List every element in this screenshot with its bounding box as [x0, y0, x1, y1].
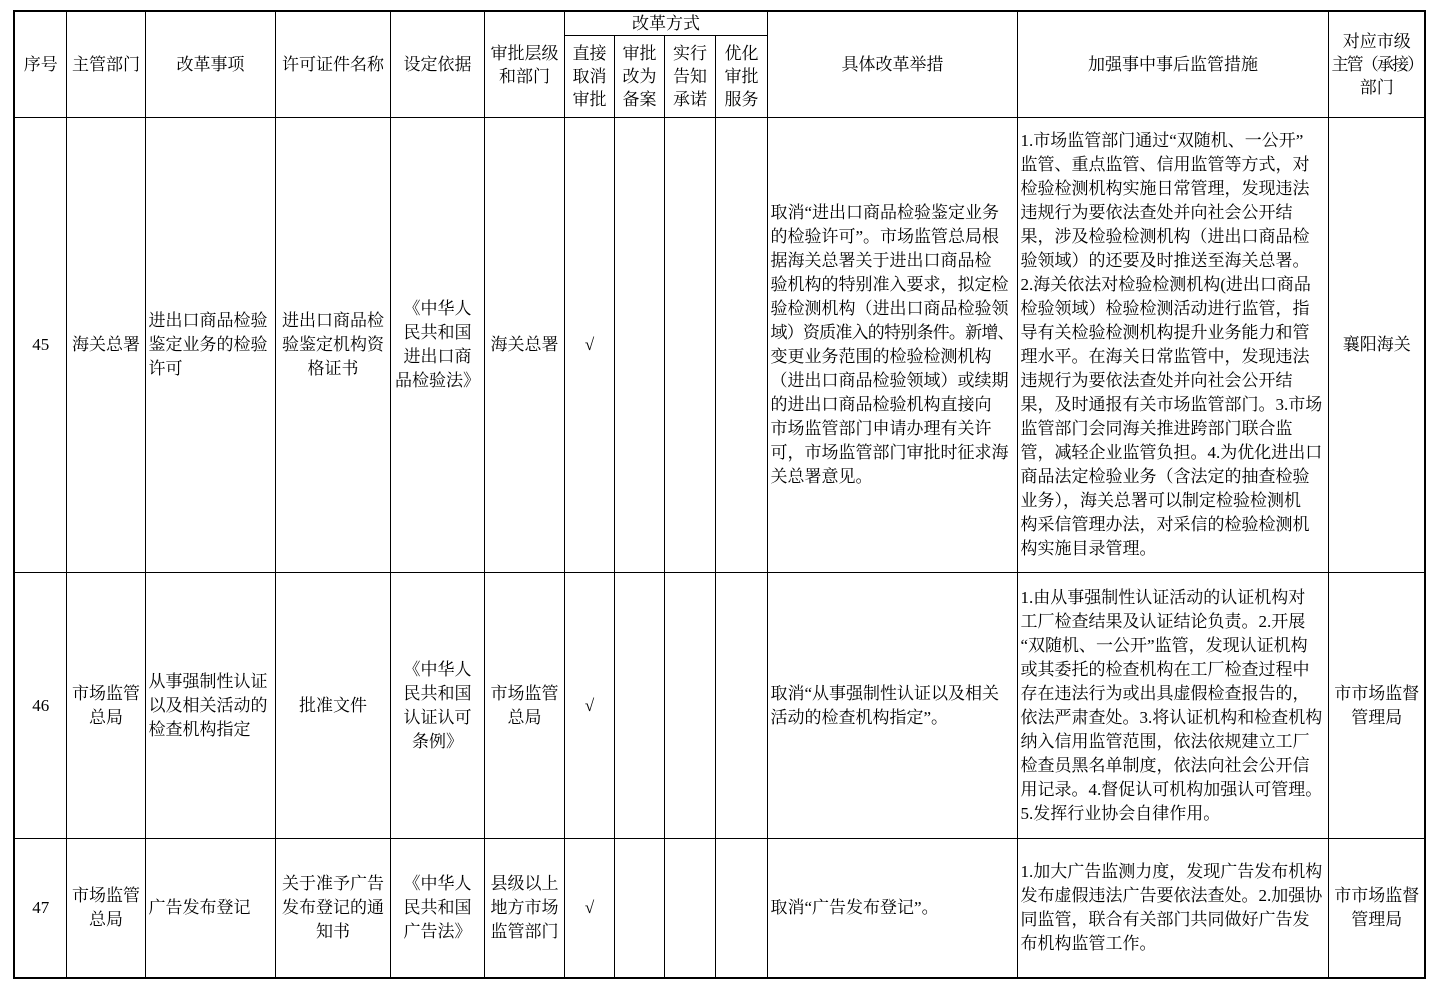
cell-text-line: 《中华人	[403, 873, 472, 893]
cell-text-line: “双随机、一公开”监管，发现认证机构	[1020, 635, 1308, 655]
cell-text-line: 广告法》	[403, 921, 472, 941]
cell-mode-cancel	[564, 839, 614, 978]
cell-text-line: 据海关总署关于进出口商品检	[770, 251, 992, 270]
cell-text-line: 关于准予广告	[282, 873, 384, 893]
cell-text-line: 取消“进出口商品检验鉴定业务	[770, 203, 1000, 222]
cell-text-line: 市场监管部门申请办理有关许	[770, 419, 992, 438]
cell-mode-commitment	[664, 118, 715, 573]
table-row	[14, 839, 1425, 978]
header-label: 直接	[572, 44, 607, 63]
cell-approval-level	[484, 118, 564, 573]
check-mark: √	[584, 335, 595, 354]
header-label: 备案	[622, 90, 657, 109]
header-label: 和部门	[499, 66, 550, 86]
cell-text-line: 构采信管理办法，对采信的检验检测机	[1020, 515, 1310, 534]
cell-text-line: 总局	[507, 707, 542, 727]
cell-text-line: 市市场监督	[1334, 683, 1420, 703]
header-mode-optimize	[715, 36, 767, 118]
header-legal-basis	[390, 11, 484, 118]
cell-text-line: 《中华人	[403, 299, 472, 318]
cell-city-department	[1328, 573, 1425, 839]
cell-text-line: 用记录。4.督促认可机构加强认可管理。	[1020, 779, 1323, 799]
cell-text-line: 发布登记的通	[282, 897, 384, 917]
header-label: 设定依据	[403, 55, 472, 74]
cell-text-line: 以及相关活动的	[148, 695, 268, 715]
cell-text-line: 检查机构指定	[148, 719, 251, 739]
cell-department	[66, 573, 145, 839]
header-label: 序号	[23, 55, 58, 74]
cell-text-line: 从事强制性认证	[148, 671, 268, 691]
table-row	[14, 118, 1425, 573]
header-label: 承诺	[673, 90, 707, 109]
cell-city-department	[1328, 839, 1425, 978]
cell-mode-cancel	[564, 573, 614, 839]
cell-approval-level	[484, 839, 564, 978]
cell-text-line: 变更业务范围的检验检测机构	[770, 347, 992, 366]
cell-legal-basis	[390, 839, 484, 978]
cell-text-line: 县级以上	[490, 873, 559, 893]
cell-text-line: 工厂检查结果及认证结论负责。2.开展	[1020, 611, 1306, 631]
header-mode-cancel	[564, 36, 614, 118]
cell-supervision-measures	[1017, 839, 1328, 978]
cell-text-line: 检验检测机构实施日常管理，发现违法	[1020, 179, 1310, 198]
cell-mode-filing	[614, 573, 664, 839]
cell-text-line: 市场监管	[72, 885, 140, 905]
cell-text-line: 果，涉及检验检测机构（进出口商品检	[1020, 227, 1310, 246]
cell-text-line: 认证认可	[403, 707, 472, 727]
cell-text-line: 果，及时通报有关市场监管部门。3.市场	[1020, 395, 1323, 414]
header-label: 主管（承接）	[1331, 55, 1423, 74]
cell-reform-item	[145, 118, 275, 573]
cell-text-line: 2.海关依法对检验检测机构(进出口商品	[1020, 275, 1311, 294]
cell-text-line: 民共和国	[403, 323, 472, 342]
cell-text-line: 取消“广告发布登记”。	[770, 897, 939, 917]
cell-text-line: 进出口商	[403, 347, 472, 366]
header-label: 实行	[673, 44, 707, 63]
cell-text-line: 知书	[316, 921, 350, 941]
cell-text-line: 海关总署	[490, 335, 559, 354]
cell-seq	[14, 573, 66, 839]
cell-text-line: 47	[32, 897, 50, 917]
cell-text-line: 许可	[148, 359, 183, 378]
cell-department	[66, 839, 145, 978]
cell-license-name	[275, 839, 390, 978]
header-reform-measures	[767, 11, 1017, 118]
header-label: 审批层级	[490, 43, 559, 63]
header-label: 改革方式	[632, 14, 700, 33]
cell-text-line: 导有关检验检测机构提升业务能力和管	[1020, 323, 1310, 342]
header-label: 改为	[622, 67, 657, 86]
header-label: 部门	[1359, 78, 1394, 97]
cell-text-line: 5.发挥行业协会自律作用。	[1020, 803, 1221, 823]
cell-text-line: 鉴定业务的检验	[148, 335, 268, 354]
header-label: 许可证件名称	[282, 55, 384, 74]
cell-text-line: 总局	[89, 707, 123, 727]
cell-seq	[14, 118, 66, 573]
cell-text-line: 或其委托的检查机构在工厂检查过程中	[1020, 659, 1310, 679]
table-header	[14, 11, 1425, 118]
cell-text-line: 广告发布登记	[148, 897, 251, 917]
cell-text-line: 进出口商品检验	[148, 311, 268, 330]
cell-text-line: 市场监管	[490, 683, 559, 703]
cell-text-line: 45	[32, 335, 50, 354]
cell-text-line: 活动的检查机构指定”。	[770, 707, 949, 727]
cell-text-line: 《中华人	[403, 659, 472, 679]
cell-approval-level	[484, 573, 564, 839]
cell-text-line: 域）资质准入的特别条件。新增、	[770, 323, 1014, 342]
check-mark: √	[584, 897, 595, 917]
cell-text-line: 民共和国	[403, 683, 472, 703]
cell-reform-measures	[767, 839, 1017, 978]
cell-text-line: 批准文件	[299, 695, 367, 715]
cell-text-line: 46	[32, 695, 50, 715]
header-label: 主管部门	[72, 55, 140, 74]
cell-text-line: 进出口商品检	[282, 311, 384, 330]
cell-text-line: 发布虚假违法广告要依法查处。2.加强协	[1020, 885, 1323, 905]
cell-text-line: 管理局	[1351, 707, 1403, 727]
cell-text-line: 海关总署	[72, 335, 140, 354]
cell-text-line: 违规行为要依法查处并向社会公开结	[1020, 371, 1293, 390]
cell-text-line: 依法严肃查处。3.将认证机构和检查机构	[1020, 707, 1323, 727]
header-label: 加强事中事后监管措施	[1088, 55, 1258, 74]
header-label: 服务	[724, 90, 759, 109]
header-label: 审批	[724, 67, 759, 86]
cell-license-name	[275, 573, 390, 839]
cell-text-line: 验检测机构（进出口商品检验领	[770, 299, 1009, 318]
cell-text-line: 监管部门	[490, 921, 559, 941]
header-label: 告知	[673, 67, 707, 86]
cell-text-line: 取消“从事强制性认证以及相关	[770, 683, 1000, 703]
header-reform-mode-group	[564, 11, 767, 36]
cell-text-line: 1.加大广告监测力度，发现广告发布机构	[1020, 861, 1323, 881]
cell-text-line: （进出口商品检验领域）或续期	[770, 371, 1009, 390]
header-supervision-measures	[1017, 11, 1328, 118]
header-label: 取消	[572, 67, 607, 86]
cell-text-line: 违规行为要依法查处并向社会公开结	[1020, 203, 1293, 222]
cell-text-line: 监管、重点监管、信用监管等方式，对	[1020, 155, 1310, 174]
cell-reform-item	[145, 839, 275, 978]
header-city-department	[1328, 11, 1425, 118]
cell-text-line: 总局	[89, 909, 123, 929]
header-seq	[14, 11, 66, 118]
cell-text-line: 监管部门会同海关推进跨部门联合监	[1020, 419, 1293, 438]
header-reform-item	[145, 11, 275, 118]
header-label: 审批	[572, 90, 607, 109]
header-label: 审批	[622, 44, 657, 63]
cell-text-line: 关总署意见。	[770, 467, 873, 486]
cell-mode-cancel	[564, 118, 614, 573]
cell-seq	[14, 839, 66, 978]
cell-reform-measures	[767, 118, 1017, 573]
cell-text-line: 验鉴定机构资	[282, 335, 384, 354]
cell-text-line: 纳入信用监管范围，依法依规建立工厂	[1020, 731, 1310, 751]
cell-mode-optimize	[715, 839, 767, 978]
cell-text-line: 地方市场	[490, 897, 559, 917]
cell-supervision-measures	[1017, 118, 1328, 573]
cell-legal-basis	[390, 573, 484, 839]
cell-mode-commitment	[664, 839, 715, 978]
header-mode-filing	[614, 36, 664, 118]
cell-text-line: 的进出口商品检验机构直接向	[770, 395, 992, 414]
cell-text-line: 布机构监管工作。	[1020, 933, 1157, 953]
header-mode-commitment	[664, 36, 715, 118]
header-license-name	[275, 11, 390, 118]
cell-text-line: 市市场监督	[1334, 885, 1420, 905]
reform-table	[13, 10, 1426, 979]
cell-text-line: 检查员黑名单制度，依法向社会公开信	[1020, 755, 1310, 775]
cell-supervision-measures	[1017, 573, 1328, 839]
cell-department	[66, 118, 145, 573]
cell-mode-commitment	[664, 573, 715, 839]
cell-text-line: 格证书	[307, 359, 359, 378]
cell-text-line: 管理局	[1351, 909, 1403, 929]
cell-text-line: 的检验许可”。市场监管总局根	[770, 227, 1000, 246]
header-department	[66, 11, 145, 118]
cell-text-line: 襄阳海关	[1342, 335, 1411, 354]
cell-mode-filing	[614, 839, 664, 978]
cell-text-line: 商品法定检验业务（含法定的抽查检验	[1020, 467, 1310, 486]
cell-text-line: 市场监管	[72, 683, 140, 703]
cell-text-line: 业务），海关总署可以制定检验检测机	[1020, 491, 1301, 510]
cell-license-name	[275, 118, 390, 573]
cell-city-department	[1328, 118, 1425, 573]
cell-text-line: 条例》	[412, 731, 463, 751]
cell-text-line: 检验领域）检验检测活动进行监管，指	[1020, 299, 1310, 318]
header-label: 改革事项	[176, 55, 245, 74]
cell-text-line: 1.由从事强制性认证活动的认证机构对	[1020, 587, 1306, 607]
cell-text-line: 同监管，联合有关部门共同做好广告发	[1020, 909, 1310, 929]
cell-text-line: 品检验法》	[395, 371, 480, 390]
header-label: 具体改革举措	[841, 55, 944, 74]
cell-mode-optimize	[715, 118, 767, 573]
cell-text-line: 管，减轻企业监管负担。4.为优化进出口	[1020, 443, 1323, 462]
header-label: 优化	[724, 44, 759, 63]
table-row	[14, 573, 1425, 839]
cell-text-line: 验机构的特别准入要求，拟定检	[770, 275, 1009, 294]
cell-mode-filing	[614, 118, 664, 573]
cell-text-line: 可，市场监管部门审批时征求海	[770, 443, 1009, 462]
cell-legal-basis	[390, 118, 484, 573]
cell-reform-item	[145, 573, 275, 839]
cell-text-line: 民共和国	[403, 897, 472, 917]
cell-mode-optimize	[715, 573, 767, 839]
cell-text-line: 验领域）的还要及时推送至海关总署。	[1020, 251, 1310, 270]
cell-text-line: 存在违法行为或出具虚假检查报告的，	[1020, 683, 1310, 703]
check-mark: √	[584, 695, 595, 715]
header-label: 对应市级	[1342, 32, 1411, 51]
cell-reform-measures	[767, 573, 1017, 839]
cell-text-line: 理水平。在海关日常监管中，发现违法	[1020, 347, 1310, 366]
header-row	[14, 11, 1425, 36]
cell-text-line: 1.市场监管部门通过“双随机、一公开”	[1020, 131, 1304, 150]
table-body	[14, 118, 1425, 978]
cell-text-line: 构实施目录管理。	[1020, 539, 1157, 558]
header-approval-level	[484, 11, 564, 118]
